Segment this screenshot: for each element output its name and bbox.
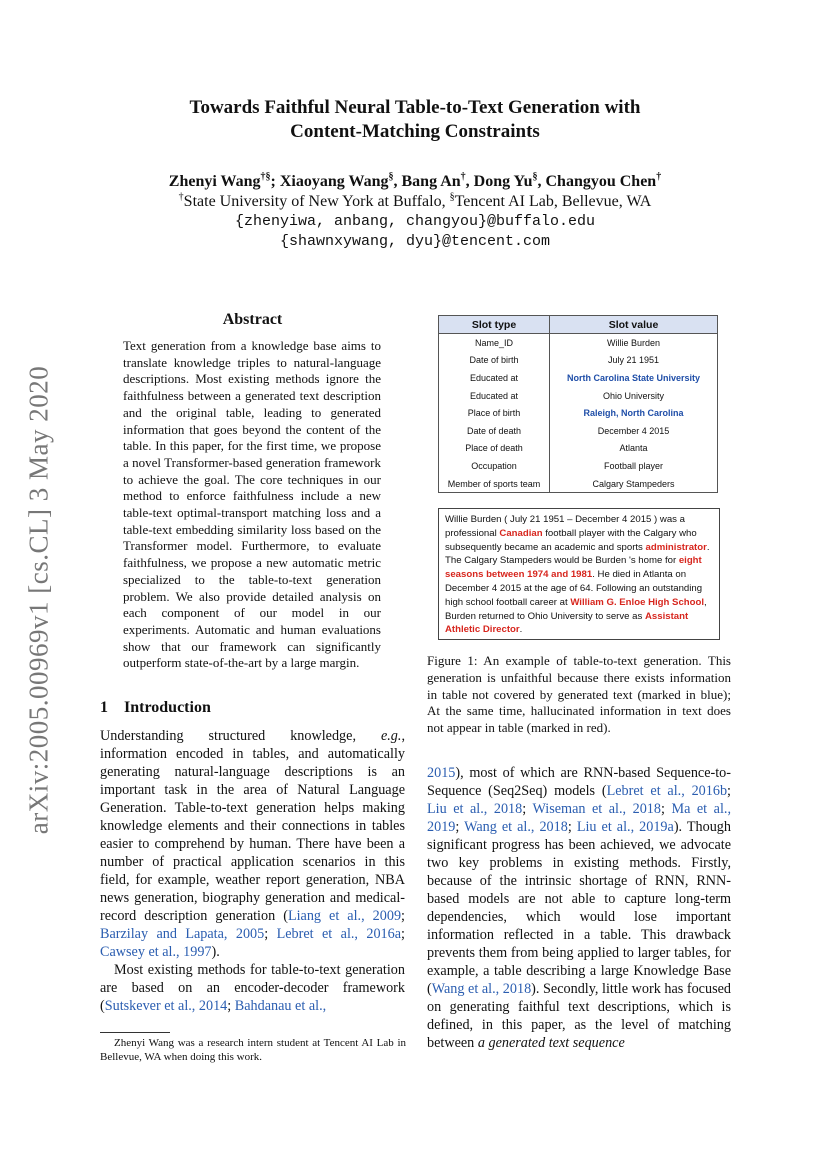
section-heading-introduction (100, 699, 211, 717)
table-row (439, 404, 718, 422)
citation-link[interactable]: Sutskever et al., 2014 (104, 998, 228, 1014)
section-title: Introduction (124, 699, 211, 716)
slot-type-cell: Member of sports team (439, 475, 550, 493)
paper-title (100, 96, 730, 144)
slot-value-cell: Ohio University (550, 387, 718, 405)
right-column-body (427, 764, 731, 1052)
text-run: ), most of which are RNN-based Sequence-to-Sequence (Seq2Seq) models ( (427, 765, 731, 799)
text-run: ; (227, 998, 235, 1014)
author-mark: † (460, 171, 466, 183)
citation-link[interactable]: Wang et al., 2018 (431, 981, 532, 997)
table-row (439, 352, 718, 370)
figure-caption: Figure 1: An example of table-to-text generation. This generation is unfaithful because there exists information in table not covered by generated text (marked in blue); At the same time, hallucinated information in text does not appear in table (marked in red). (427, 653, 731, 736)
text-run: . (519, 624, 523, 636)
affil-text: State University of New York at Buffalo, (183, 193, 450, 210)
section-number: 1 (100, 699, 108, 716)
author-block (100, 172, 730, 252)
text-run: a generated text sequence (477, 1035, 625, 1051)
author-name: Dong Yu (473, 173, 533, 190)
slot-type-cell: Place of death (439, 440, 550, 458)
slot-type-cell: Date of death (439, 422, 550, 440)
citation-link[interactable]: Cawsey et al., 1997 (100, 944, 212, 960)
slot-value-cell: July 21 1951 (550, 352, 718, 370)
title-line-1: Towards Faithful Neural Table-to-Text Generation with (189, 97, 641, 118)
slot-type-cell: Educated at (439, 387, 550, 405)
author-mark: § (388, 171, 394, 183)
text-run: ; (455, 819, 465, 835)
text-run: , Burden returned to Ohio University to serve as (445, 596, 707, 622)
slot-type-cell: Occupation (439, 457, 550, 475)
text-run: ; (401, 926, 405, 942)
hallucinated-text: William G. Enloe High School (570, 596, 705, 608)
citation-link[interactable]: Bahdanau et al., (234, 998, 327, 1014)
text-run: . He died in Atlanta on December 4 2015 at the age of 64. Following an outstanding high school football career at (445, 569, 703, 608)
text-run: ; (401, 908, 405, 924)
citation-link[interactable]: Lebret et al., 2016a (276, 926, 402, 942)
table-row (439, 422, 718, 440)
slot-type-cell: Name_ID (439, 334, 550, 352)
footnote (100, 1037, 406, 1064)
text-run: football player with the Calgary who subsequently became an academic and sports (445, 527, 697, 553)
table-row (439, 457, 718, 475)
text-run: ; (660, 801, 672, 817)
footnote-rule (100, 1032, 170, 1033)
author-mark: § (532, 171, 538, 183)
citation-link[interactable]: Barzilay and Lapata, 2005 (100, 926, 265, 942)
left-column-body (100, 727, 405, 1015)
intro-paragraph-2 (100, 961, 405, 1015)
slot-value-cell: Willie Burden (550, 334, 718, 352)
email-line-1: {zhenyiwa, anbang, changyou}@buffalo.edu (234, 213, 596, 230)
slot-value-cell: Football player (550, 457, 718, 475)
citation-link[interactable]: Liang et al., 2009 (287, 908, 402, 924)
citation-link[interactable]: Wang et al., 2018 (464, 819, 568, 835)
title-line-2: Content-Matching Constraints (290, 121, 540, 142)
author-names: Zhenyi Wang†§; Xiaoyang Wang§, Bang An†, Dong Yu§, Changyou Chen† (168, 171, 662, 190)
figure-generated-text (438, 508, 720, 640)
affil-text: Tencent AI Lab, Bellevue, WA (454, 193, 652, 210)
text-run: Understanding structured knowledge, (100, 728, 381, 744)
affil-mark: † (178, 191, 184, 203)
hallucinated-text: administrator (645, 541, 707, 553)
slot-type-cell: Educated at (439, 369, 550, 387)
header-slot-value: Slot value (550, 316, 718, 334)
footnote-text: Zhenyi Wang was a research intern student at Tencent AI Lab in Bellevue, WA when doing this work. (100, 1037, 406, 1063)
text-run: ; (264, 926, 277, 942)
text-run: ; (567, 819, 577, 835)
author-mark: †§ (260, 171, 271, 183)
text-run: ; (522, 801, 533, 817)
abstract-heading: Abstract (222, 311, 283, 328)
affil-mark: § (449, 191, 455, 203)
slot-value-cell: December 4 2015 (550, 422, 718, 440)
table-row (439, 334, 718, 352)
slot-value-cell: Atlanta (550, 440, 718, 458)
citation-link[interactable]: Liu et al., 2018 (427, 801, 523, 817)
table-row (439, 475, 718, 493)
citation-link[interactable]: Lebret et al., 2016b (606, 783, 728, 799)
citation-link[interactable]: 2015 (427, 765, 456, 781)
intro-paragraph-continued (427, 764, 731, 1052)
citation-link[interactable]: Wiseman et al., 2018 (532, 801, 661, 817)
text-run: ; (727, 783, 731, 799)
author-name: Changyou Chen (545, 173, 657, 190)
citation-link[interactable]: Liu et al., 2019a (576, 819, 674, 835)
text-run: e.g. (380, 728, 402, 744)
abstract-text: Text generation from a knowledge base aims to translate knowledge triples to natural-language descriptions. Most existing methods ignore the faithfulness between a generated text description and the original table, leading to generated information that goes beyond the content of the table. In this paper, for the first time, we propose a novel Transformer-based generation framework to achieve the goal. The core techniques in our method to enforce faithfulness include a new table-text optimal-transport matching loss and a table-text embedding similarity loss based on the Transformer model. Furthermore, to evaluate faithfulness, we propose a new automatic metric specialized to the table-to-text generation problem. We also provide detailed analysis on each component of our model in our experiments. Automatic and human evaluations show that our framework can significantly outperform state-of-the-art by a large margin. (123, 338, 381, 671)
header-slot-type: Slot type (439, 316, 550, 334)
author-name: Xiaoyang Wang (279, 173, 389, 190)
figure-slot-table (438, 315, 718, 493)
slot-type-cell: Date of birth (439, 352, 550, 370)
text-run: ). (211, 944, 220, 960)
hallucinated-text: Canadian (499, 527, 543, 539)
slot-value-cell: North Carolina State University (550, 369, 718, 387)
intro-paragraph-1 (100, 727, 405, 961)
author-mark: † (656, 171, 662, 183)
text-run: ). Though significant progress has been achieved, we advocate two key problems in existing methods. Firstly, because of the intrinsic shortage of RNN, RNN-based models are not able to capture long-term dependencies, which would lose important information reflected in a table. This drawback prevents them from being applied to larger tables, for example, a table describing a large Knowledge Base ( (427, 819, 731, 997)
text-run: , information encoded in tables, and automatically generating natural-language descriptions is an important task in the area of Natural Language Generation. Table-to-text generation helps making knowledge elements and their connections in tables easier to comprehend by human. There have been a number of practical application scenarios in this field, for example, weather report generation, NBA news generation, biography generation and medical-record description generation ( (100, 728, 405, 924)
table-row (439, 440, 718, 458)
arxiv-sidebar (14, 360, 64, 840)
table-row (439, 369, 718, 387)
text-run: . The Calgary Stampeders would be Burden 's home for (445, 541, 710, 567)
text-run: Most existing methods for table-to-text generation are based on an encoder-decoder framework ( (100, 962, 405, 1014)
table-row (439, 387, 718, 405)
arxiv-id: arXiv:2005.00969v1 [cs.CL] 3 May 2020 (23, 365, 54, 835)
text-run: Willie Burden ( July 21 1951 – December 4 2015 ) was a professional (445, 514, 685, 539)
citation-link[interactable]: Ma et al., 2019 (427, 801, 731, 835)
slot-type-cell: Place of birth (439, 404, 550, 422)
author-name: Bang An (401, 173, 461, 190)
hallucinated-text: eight seasons between 1974 and 1981 (445, 555, 702, 581)
text-run: ). Secondly, little work has focused on generating faithful text descriptions, which is defined, in this paper, as the level of matching between (427, 981, 731, 1051)
slot-value-cell: Raleigh, North Carolina (550, 404, 718, 422)
slot-value-cell: Calgary Stampeders (550, 475, 718, 493)
author-name: Zhenyi Wang (168, 173, 261, 190)
email-line-2: {shawnxywang, dyu}@tencent.com (279, 233, 551, 250)
table-header-row (439, 316, 718, 334)
affiliations (100, 192, 730, 212)
hallucinated-text: Assistant Athletic Director (445, 610, 689, 636)
